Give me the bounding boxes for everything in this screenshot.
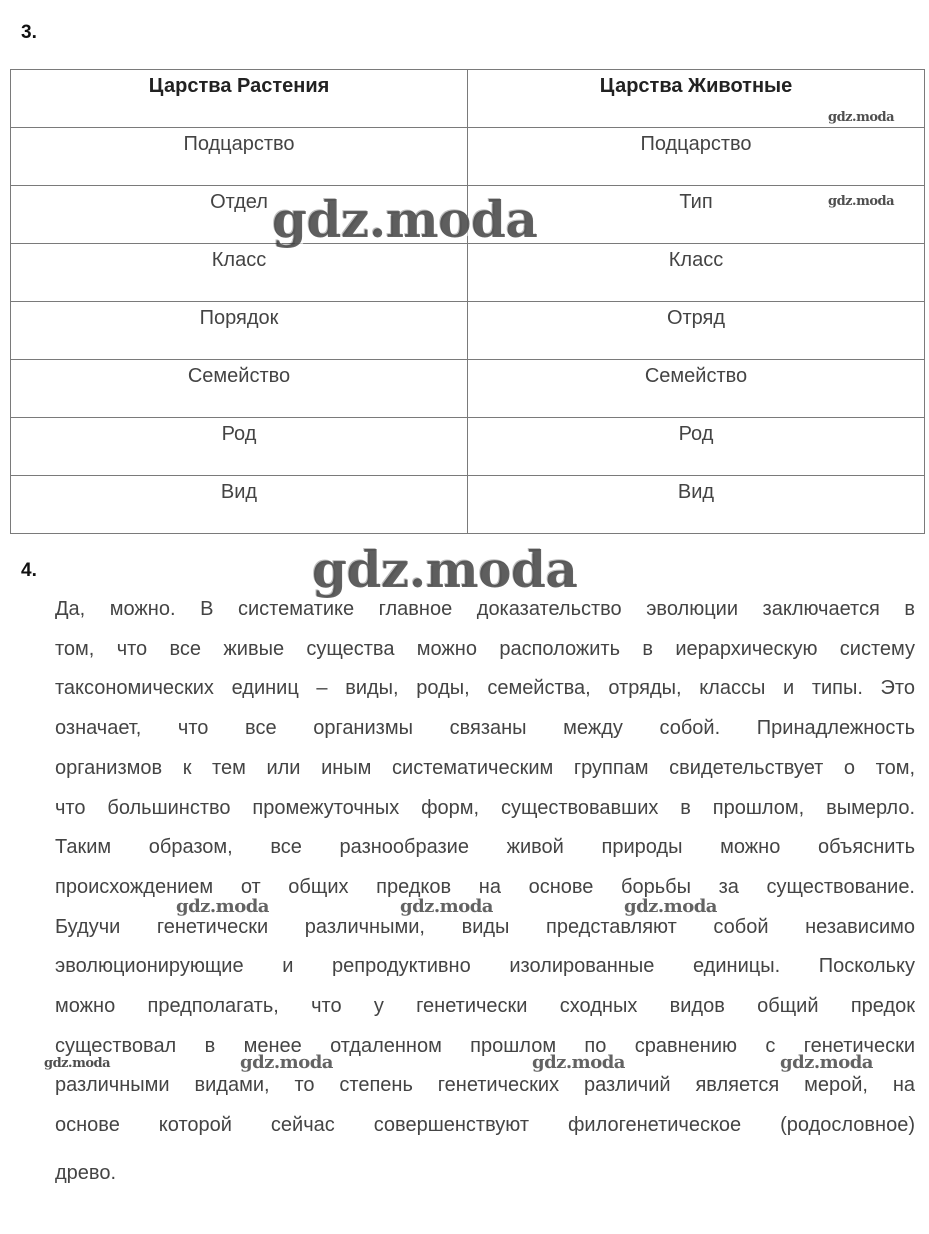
animal-rank: Тип xyxy=(468,186,925,244)
watermark: gdz.moda xyxy=(44,1056,111,1071)
plant-rank: Вид xyxy=(11,476,468,534)
watermark: gdz.moda xyxy=(400,896,493,917)
header-plants: Царства Растения xyxy=(11,70,468,128)
table-header-row xyxy=(11,70,925,128)
answer-line: таксономических единиц – виды, роды, семейства, отряды, классы и типы. Это xyxy=(55,677,915,700)
answer-line: организмов к тем или иным систематическим группам свидетельствует о том, xyxy=(55,756,915,779)
section-4-number: 4. xyxy=(21,560,37,581)
answer-line: основе которой сейчас совершенствуют филогенетическое (родословное) xyxy=(55,1114,915,1137)
answer-line: древо. xyxy=(55,1161,116,1184)
plant-rank: Класс xyxy=(11,244,468,302)
watermark: gdz.moda xyxy=(272,190,538,249)
answer-line: Будучи генетически различными, виды представляют собой независимо xyxy=(55,915,915,938)
animal-rank: Семейство xyxy=(468,360,925,418)
watermark: gdz.moda xyxy=(240,1052,333,1073)
answer-line: Таким образом, все разнообразие живой природы можно объяснить xyxy=(55,836,915,859)
answer-line: Да, можно. В систематике главное доказательство эволюции заключается в xyxy=(55,598,915,620)
header-animals: Царства Животные xyxy=(468,70,925,128)
table-row xyxy=(11,244,925,302)
table-row xyxy=(11,302,925,360)
answer-paragraph xyxy=(55,590,915,1194)
plant-rank: Род xyxy=(11,418,468,476)
taxonomy-table xyxy=(10,69,925,534)
watermark: gdz.moda xyxy=(828,194,895,209)
section-3-number: 3. xyxy=(21,22,37,43)
watermark: gdz.moda xyxy=(780,1052,873,1073)
plant-rank: Подцарство xyxy=(11,128,468,186)
animal-rank: Род xyxy=(468,418,925,476)
watermark: gdz.moda xyxy=(828,110,895,125)
watermark: gdz.moda xyxy=(532,1052,625,1073)
table-row xyxy=(11,476,925,534)
plant-rank: Семейство xyxy=(11,360,468,418)
answer-line: существовал в менее отдаленном прошлом по сравнению с генетически xyxy=(55,1034,915,1057)
answer-line: различными видами, то степень генетических различий является мерой, на xyxy=(55,1074,915,1097)
answer-line: означает, что все организмы связаны между собой. Принадлежность xyxy=(55,717,915,740)
animal-rank: Вид xyxy=(468,476,925,534)
table-row xyxy=(11,360,925,418)
animal-rank: Отряд xyxy=(468,302,925,360)
answer-line: том, что все живые существа можно расположить в иерархическую систему xyxy=(55,637,915,660)
watermark: gdz.moda xyxy=(176,896,269,917)
watermark: gdz.moda xyxy=(624,896,717,917)
table-row xyxy=(11,418,925,476)
animal-rank: Класс xyxy=(468,244,925,302)
plant-rank: Порядок xyxy=(11,302,468,360)
answer-line: что большинство промежуточных форм, существовавших в прошлом, вымерло. xyxy=(55,796,915,819)
table-row xyxy=(11,128,925,186)
answer-line: можно предполагать, что у генетически сходных видов общий предок xyxy=(55,995,915,1018)
watermark: gdz.moda xyxy=(312,540,578,599)
answer-line: эволюционирующие и репродуктивно изолированные единицы. Поскольку xyxy=(55,955,915,978)
animal-rank: Подцарство xyxy=(468,128,925,186)
answer-line: происхождением от общих предков на основе борьбы за существование. xyxy=(55,875,915,898)
plant-rank: Отдел xyxy=(11,186,468,244)
